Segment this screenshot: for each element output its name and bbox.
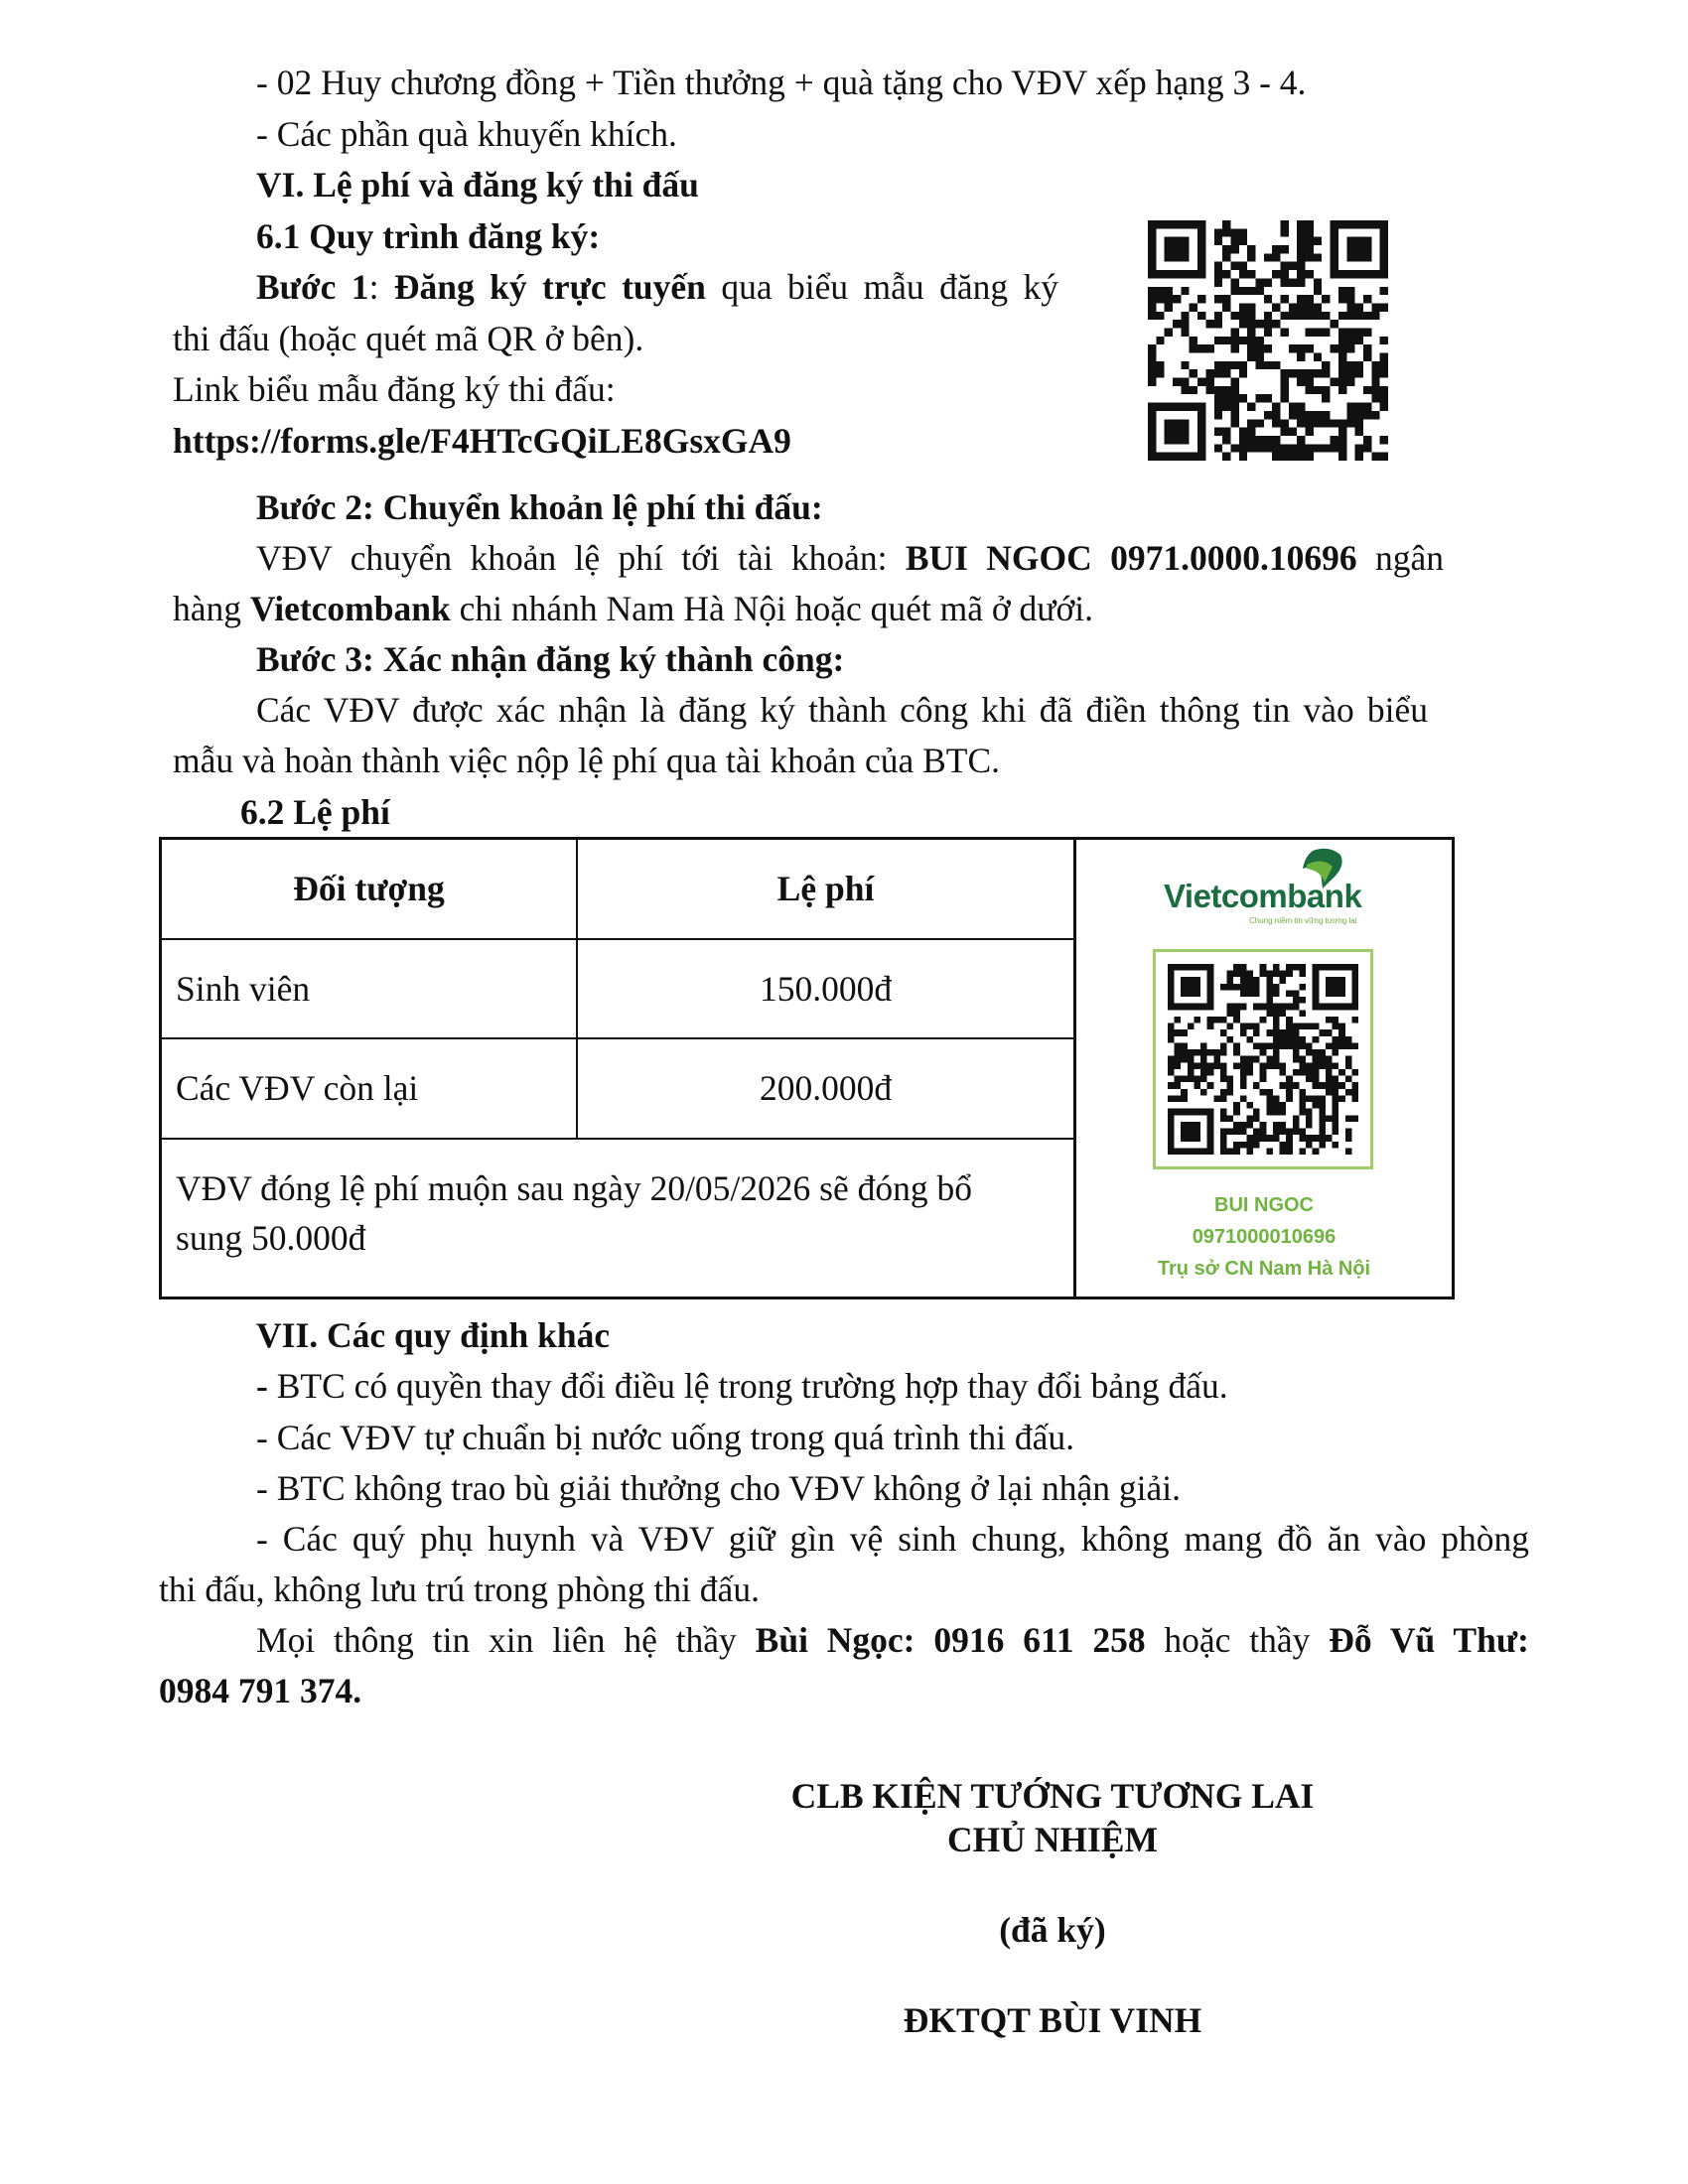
step2-text-2: ngân — [1356, 538, 1444, 578]
step1-line2: thi đấu (hoặc quét mã QR ở bên). — [173, 319, 644, 358]
bank-account-number: 0971000010696 — [1192, 1226, 1336, 1248]
bank-qr-code-icon — [1168, 964, 1358, 1155]
contact-text-2: hoặc thầy — [1145, 1620, 1330, 1660]
signature-name: ĐKTQT BÙI VINH — [903, 2000, 1202, 2040]
rule-4-text: - Các quý phụ huynh và VĐV giữ gìn vệ sinh chung, không mang đồ ăn vào phòng — [256, 1519, 1529, 1559]
signature-title: CHỦ NHIỆM — [946, 1820, 1158, 1859]
bank-branch: Trụ sở CN Nam Hà Nội — [1157, 1258, 1371, 1280]
step3-line2: mẫu và hoàn thành việc nộp lệ phí qua tài khoản của BTC. — [173, 741, 1001, 780]
step3-line1 — [256, 685, 1428, 736]
form-qr-code-icon — [1148, 220, 1388, 461]
late-fee-note-line2: sung 50.000đ — [176, 1218, 366, 1258]
step2-line1 — [256, 533, 1444, 584]
contact-text: Mọi thông tin xin liên hệ thầy — [256, 1620, 756, 1660]
signature-org: CLB KIỆN TƯỚNG TƯƠNG LAI — [790, 1776, 1315, 1816]
rule-1-dash: - — [256, 1366, 268, 1406]
late-fee-note-line1: VĐV đóng lệ phí muộn sau ngày 20/05/2026 sẽ đóng bổ — [176, 1168, 972, 1208]
table-cell: Các VĐV còn lại — [176, 1068, 419, 1108]
contact-line1 — [256, 1615, 1529, 1666]
prize-encouragement: - Các phần quà khuyến khích. — [256, 114, 677, 154]
contact-bui-ngoc: Bùi Ngọc: 0916 611 258 — [755, 1620, 1146, 1660]
bank-name: Vietcombank — [249, 589, 451, 628]
table-cell: 200.000đ — [759, 1068, 893, 1108]
step2-line2 — [173, 584, 1093, 634]
contact-phone-2: 0984 791 374. — [159, 1671, 362, 1710]
section-6-1-heading: 6.1 Quy trình đăng ký: — [256, 216, 601, 256]
bank-qr-frame — [1153, 949, 1373, 1169]
step2-text: VĐV chuyển khoản lệ phí tới tài khoản: — [256, 538, 906, 578]
bank-qr-card — [1072, 837, 1455, 1299]
bank-account: BUI NGOC 0971.0000.10696 — [905, 538, 1357, 578]
rule-1-text: BTC có quyền thay đổi điều lệ trong trường hợp thay đổi bảng đấu. — [267, 1366, 1228, 1406]
table-cell: Sinh viên — [176, 968, 311, 1009]
rule-1 — [256, 1361, 1228, 1412]
table-header-cell: Đối tượng — [293, 869, 445, 908]
rule-3: - BTC không trao bù giải thưởng cho VĐV không ở lại nhận giải. — [256, 1468, 1182, 1508]
rule-4-line1 — [256, 1514, 1529, 1565]
step3-text: Các VĐV được xác nhận là đăng ký thành công khi đã điền thông tin vào biểu — [256, 690, 1428, 730]
bank-account-name: BUI NGOC — [1214, 1194, 1314, 1216]
rule-2: - Các VĐV tự chuẩn bị nước uống trong quá trình thi đấu. — [256, 1418, 1074, 1457]
step2-text-3: hàng — [173, 589, 250, 628]
step2-heading: Bước 2: Chuyển khoản lệ phí thi đấu: — [256, 487, 823, 527]
step1-line1 — [256, 262, 1058, 313]
contact-do-vu-thu: Đỗ Vũ Thư: — [1329, 1620, 1529, 1660]
step1-bold: Đăng ký trực tuyến — [393, 267, 706, 307]
step1-label: Bước 1 — [256, 267, 369, 307]
table-header-cell: Lệ phí — [776, 869, 875, 908]
signature-signed: (đã ký) — [999, 1910, 1106, 1950]
step1-colon: : — [368, 267, 394, 307]
rule-4-line2: thi đấu, không lưu trú trong phòng thi đấu. — [159, 1570, 760, 1609]
step1-rest: qua biểu mẫu đăng ký — [705, 267, 1058, 307]
form-link[interactable]: https://forms.gle/F4HTcGQiLE8GsxGA9 — [173, 421, 791, 461]
table-divider — [162, 1138, 1073, 1140]
step3-heading: Bước 3: Xác nhận đăng ký thành công: — [256, 639, 845, 679]
form-link-label: Link biểu mẫu đăng ký thi đấu: — [173, 369, 616, 409]
step2-text-4: chi nhánh Nam Hà Nội hoặc quét mã ở dưới. — [450, 589, 1094, 628]
section-6-2-heading: 6.2 Lệ phí — [240, 792, 390, 832]
prize-bronze: - 02 Huy chương đồng + Tiền thưởng + quà tặng cho VĐV xếp hạng 3 - 4. — [256, 63, 1307, 102]
section-6-heading: VI. Lệ phí và đăng ký thi đấu — [256, 165, 699, 205]
vietcombank-brand: Vietcombank — [1164, 878, 1362, 914]
table-cell: 150.000đ — [759, 968, 893, 1009]
section-7-heading: VII. Các quy định khác — [256, 1315, 611, 1355]
vietcombank-slogan: Chung niềm tin vững tương lai — [1249, 916, 1357, 925]
